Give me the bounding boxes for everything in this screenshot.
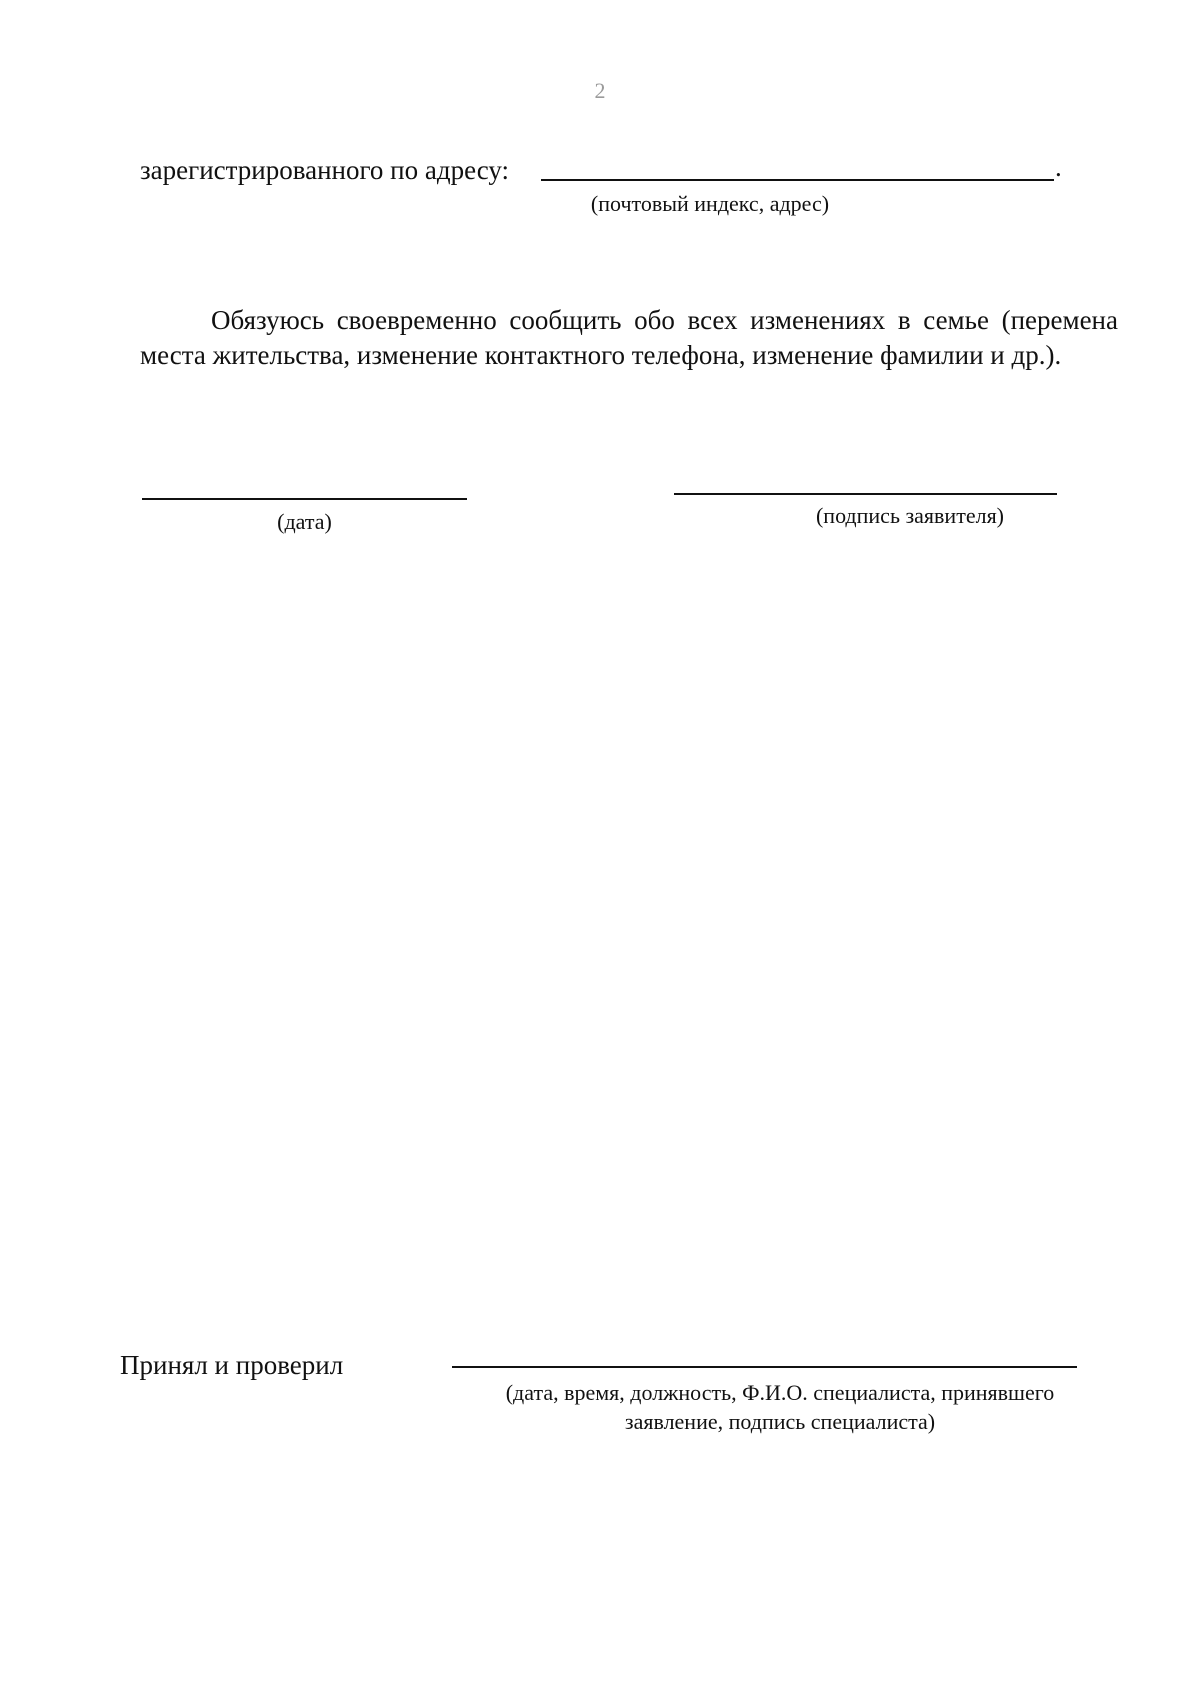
- address-fill-line: [541, 179, 1054, 181]
- page-number: 2: [594, 78, 606, 103]
- applicant-signature-line: [674, 493, 1057, 495]
- address-period: .: [1055, 152, 1062, 182]
- applicant-signature-caption: (подпись заявителя): [815, 503, 1005, 528]
- address-caption: (почтовый индекс, адрес): [590, 191, 830, 216]
- specialist-fill-line: [452, 1366, 1077, 1368]
- accepted-by-label: Принял и проверил: [120, 1350, 344, 1380]
- commitment-paragraph: Обязуюсь своевременно сообщить обо всех изменениях в семье (перемена места жительства, изменение контактного телефона, изменение фамилии и др.).: [140, 305, 1118, 370]
- specialist-caption: [470, 1378, 1090, 1436]
- date-caption: (дата): [277, 509, 332, 534]
- date-fill-line: [142, 498, 467, 500]
- specialist-caption-line-2: заявление, подпись специалиста): [624, 1409, 936, 1434]
- address-label: зарегистрированного по адресу:: [140, 155, 509, 185]
- specialist-caption-line-1: (дата, время, должность, Ф.И.О. специалиста, принявшего: [505, 1380, 1055, 1405]
